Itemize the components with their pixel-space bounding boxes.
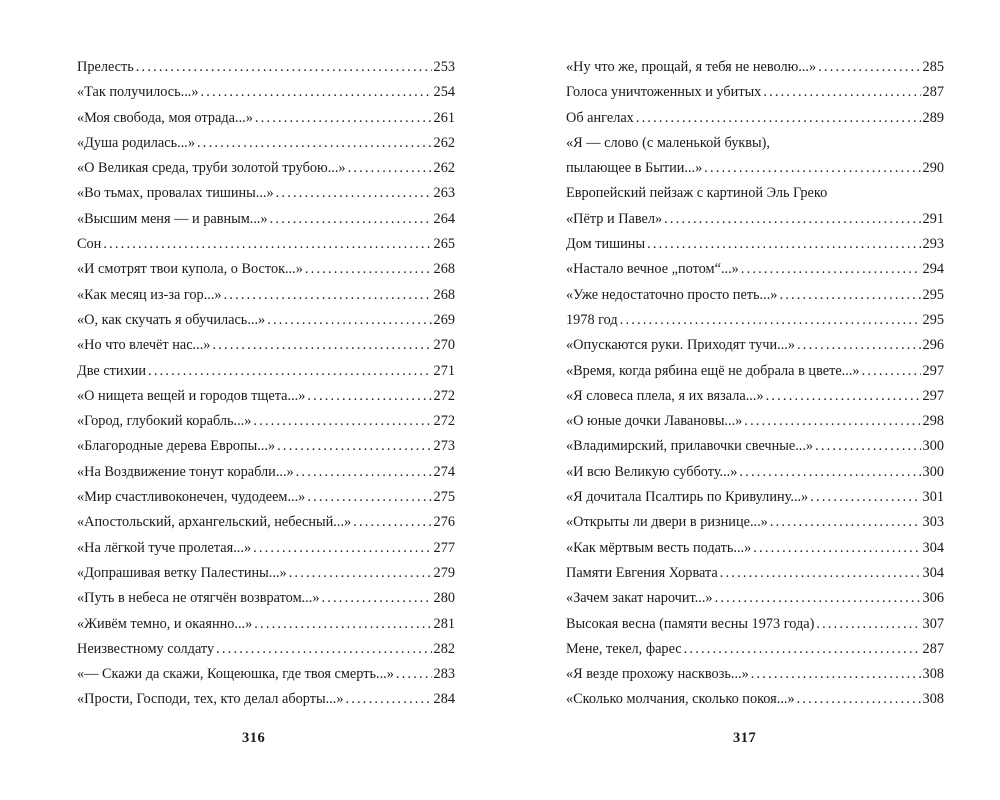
toc-entry [566,637,944,662]
toc-entry [77,586,455,611]
toc-entry [77,409,455,434]
toc-entry-page: 272 [433,413,455,430]
dot-leader [276,181,432,206]
toc-entry-page: 280 [433,590,455,607]
toc-entry-page: 285 [922,59,944,75]
toc-entry-title: Голоса уничтоженных и убитых [566,84,762,101]
dot-leader [267,308,431,333]
toc-entry-page: 265 [433,236,455,253]
toc-entry-title: Неизвестному солдату [77,640,215,657]
toc-entry-page: 262 [433,134,455,151]
dot-leader [797,333,921,358]
toc-entry-page: 297 [922,387,944,404]
dot-leader [255,106,432,131]
dot-leader [224,283,432,308]
dot-leader [254,612,431,637]
dot-leader [751,662,921,687]
toc-entry-title: «Как мёртвым весть подать...» [566,539,752,556]
toc-entry [566,561,944,586]
toc-entry-page: 273 [433,438,455,455]
right-toc-list [566,55,944,713]
right-page [566,55,944,713]
dot-leader [766,384,921,409]
toc-entry-title: «Душа родилась...» [77,134,196,151]
dot-leader [664,207,920,232]
toc-entry [566,232,944,257]
toc-entry-title: «Владимирский, прилавочки свечные...» [566,438,814,455]
toc-entry-title: «Мир счастливоконечен, чудодеем...» [77,489,306,506]
toc-entry [566,55,944,80]
toc-entry-page: 293 [922,236,944,253]
toc-entry [566,409,944,434]
toc-entry-page: 303 [922,514,944,531]
toc-entry-title: «Ну что же, прощай, я тебя не неволю...» [566,59,817,75]
toc-entry-page: 307 [922,615,944,632]
dot-leader [815,434,920,459]
toc-entry-page: 306 [922,590,944,607]
toc-entry-title: Две стихии [77,362,147,379]
toc-entry [566,181,944,206]
toc-entry-title: «О нищета вещей и городов тщета...» [77,387,306,404]
toc-entry [566,434,944,459]
toc-entry [566,485,944,510]
toc-entry [77,485,455,510]
toc-entry-page: 304 [922,539,944,556]
dot-leader [296,460,432,485]
dot-leader [647,232,920,257]
dot-leader [201,80,432,105]
toc-entry-title: Памяти Евгения Хорвата [566,564,718,581]
toc-entry [77,359,455,384]
toc-entry-title: Дом тишины [566,236,646,253]
dot-leader [277,434,431,459]
toc-entry-page: 277 [433,539,455,556]
right-page-number: 317 [733,730,757,746]
dot-leader [816,612,920,637]
dot-leader [253,536,431,561]
toc-entry-title: Мене, текел, фарес [566,640,682,657]
toc-entry-page: 269 [433,311,455,328]
toc-entry [77,687,455,712]
dot-leader [862,359,921,384]
toc-entry-title: «И смотрят твои купола, о Восток...» [77,261,303,278]
toc-entry-title: «Допрашивая ветку Палестины...» [77,564,287,581]
toc-entry [566,359,944,384]
toc-entry-page: 279 [433,564,455,581]
toc-entry-page: 287 [922,640,944,657]
toc-entry-title: «Но что влечёт нас...» [77,337,211,354]
dot-leader [620,308,921,333]
toc-entry-page: 294 [922,261,944,278]
dot-leader [396,662,432,687]
toc-entry-title: «Зачем закат нарочит...» [566,590,713,607]
toc-entry-title: Об ангелах [566,109,634,126]
toc-entry-title: «Я — слово (с маленькой буквы), [566,134,770,151]
toc-entry [566,687,944,712]
toc-entry-page: 276 [433,514,455,531]
toc-entry [77,257,455,282]
toc-entry-page: 298 [922,413,944,430]
toc-entry [566,156,944,181]
toc-entry-title: Сон [77,236,102,253]
toc-entry [566,586,944,611]
toc-entry-page: 290 [922,160,944,177]
toc-entry [566,460,944,485]
toc-entry [77,434,455,459]
toc-entry-title: «О юные дочки Лавановы...» [566,413,743,430]
toc-entry-title: «Город, глубокий корабль...» [77,413,252,430]
toc-entry-page: 304 [922,564,944,581]
toc-entry-title: «Благородные дерева Европы...» [77,438,276,455]
toc-entry [566,536,944,561]
dot-leader [353,510,431,535]
toc-entry-page: 263 [433,185,455,202]
toc-entry [77,637,455,662]
toc-entry-title: «На Воздвижение тонут корабли...» [77,463,294,480]
toc-entry [77,232,455,257]
toc-entry-page: 295 [922,311,944,328]
dot-leader [270,207,432,232]
toc-entry [77,55,455,80]
dot-leader [289,561,432,586]
toc-entry-page: 253 [433,59,455,75]
toc-entry [566,131,944,156]
toc-entry [566,308,944,333]
toc-entry-page: 301 [922,489,944,506]
dot-leader [763,80,920,105]
toc-entry-page: 291 [922,210,944,227]
toc-entry-title: «Время, когда рябина ещё не добрала в цвете...» [566,362,860,379]
dot-leader [770,510,921,535]
dot-leader [715,586,921,611]
toc-entry-title: «Как месяц из-за гор...» [77,286,222,303]
toc-entry [77,460,455,485]
toc-entry-page: 270 [433,337,455,354]
toc-entry [566,80,944,105]
toc-entry-title: «Живём темно, и окаянно...» [77,615,253,632]
dot-leader [348,156,432,181]
dot-leader [305,257,432,282]
toc-entry-title: «Пётр и Павел» [566,210,663,227]
toc-entry-page: 281 [433,615,455,632]
toc-entry [77,106,455,131]
toc-entry-title: «О Великая среда, труби золотой трубою...» [77,160,346,177]
toc-entry-title: «Так получилось...» [77,84,199,101]
toc-entry-title: «И всю Великую субботу...» [566,463,738,480]
toc-entry [77,131,455,156]
dot-leader [720,561,921,586]
toc-entry-page: 308 [922,666,944,683]
toc-entry-page: 254 [433,84,455,101]
toc-entry [566,384,944,409]
toc-entry-page: 272 [433,387,455,404]
toc-entry-title: «Сколько молчания, сколько покоя...» [566,691,795,708]
toc-entry-page: 283 [433,666,455,683]
toc-entry-title: «Во тьмах, провалах тишины...» [77,185,274,202]
toc-entry-page: 287 [922,84,944,101]
toc-entry [566,207,944,232]
toc-entry-title: «Путь в небеса не отягчён возвратом...» [77,590,320,607]
toc-entry [77,181,455,206]
dot-leader [216,637,431,662]
toc-entry-page: 268 [433,261,455,278]
dot-leader [212,333,431,358]
toc-entry-title: «— Скажи да скажи, Кощеюшка, где твоя смерть...» [77,666,394,683]
toc-entry-title: «Апостольский, архангельский, небесный...» [77,514,352,531]
toc-entry-title: «Опускаются руки. Приходят тучи...» [566,337,796,354]
dot-leader [136,55,432,80]
dot-leader [103,232,431,257]
dot-leader [810,485,920,510]
toc-entry-page: 300 [922,438,944,455]
toc-entry-title: «Моя свобода, моя отрада...» [77,109,253,126]
toc-entry [77,612,455,637]
toc-entry-title: пылающее в Бытии...» [566,160,703,177]
toc-entry-title: «Я дочитала Псалтирь по Кривулину...» [566,489,809,506]
toc-entry-title: «На лёгкой туче пролетая...» [77,539,252,556]
toc-entry [77,384,455,409]
toc-entry-title: Европейский пейзаж с картиной Эль Греко [566,185,828,202]
toc-entry [77,308,455,333]
dot-leader [739,460,920,485]
toc-entry-title: Прелесть [77,59,134,75]
dot-leader [197,131,432,156]
toc-entry-page: 274 [433,463,455,480]
toc-entry [77,80,455,105]
dot-leader [253,409,431,434]
dot-leader [779,283,920,308]
toc-entry-page: 300 [922,463,944,480]
toc-entry [566,510,944,535]
dot-leader [148,359,432,384]
toc-entry [77,662,455,687]
dot-leader [307,485,431,510]
toc-entry [77,283,455,308]
toc-entry-page: 275 [433,489,455,506]
dot-leader [321,586,431,611]
toc-entry-page: 264 [433,210,455,227]
left-page [77,55,455,713]
toc-entry-page: 262 [433,160,455,177]
toc-entry [77,333,455,358]
toc-entry-page: 284 [433,691,455,708]
toc-entry-title: «Я словеса плела, я их вязала...» [566,387,764,404]
toc-entry-title: «Я везде прохожу насквозь...» [566,666,749,683]
toc-entry [566,612,944,637]
toc-entry-title: «Высшим меня — и равным...» [77,210,268,227]
toc-entry [77,207,455,232]
toc-entry-page: 261 [433,109,455,126]
toc-entry-title: «О, как скучать я обучилась...» [77,311,266,328]
toc-entry [566,257,944,282]
toc-entry [77,510,455,535]
toc-entry-page: 295 [922,286,944,303]
left-toc-list [77,55,455,713]
dot-leader [744,409,920,434]
toc-entry-title: «Открыты ли двери в ризнице...» [566,514,768,531]
toc-entry-page: 297 [922,362,944,379]
toc-entry [77,561,455,586]
dot-leader [345,687,431,712]
toc-entry-page: 289 [922,109,944,126]
toc-entry [566,106,944,131]
dot-leader [818,55,920,80]
toc-entry-title: Высокая весна (памяти весны 1973 года) [566,615,815,632]
dot-leader [684,637,921,662]
dot-leader [704,156,920,181]
toc-entry [566,333,944,358]
dot-leader [753,536,920,561]
toc-entry [566,283,944,308]
toc-entry-page: 308 [922,691,944,708]
toc-entry-title: «Прости, Господи, тех, кто делал аборты...» [77,691,344,708]
toc-entry-page: 271 [433,362,455,379]
toc-entry-title: «Уже недостаточно просто петь...» [566,286,778,303]
dot-leader [741,257,921,282]
dot-leader [636,106,921,131]
toc-entry [566,662,944,687]
toc-entry [77,156,455,181]
dot-leader [307,384,431,409]
toc-entry-title: 1978 год [566,311,618,328]
left-page-number: 316 [242,730,266,746]
dot-leader [797,687,921,712]
toc-entry-page: 282 [433,640,455,657]
toc-entry-title: «Настало вечное „потом“...» [566,261,739,278]
toc-entry-page: 268 [433,286,455,303]
toc-entry-page: 296 [922,337,944,354]
toc-entry [77,536,455,561]
